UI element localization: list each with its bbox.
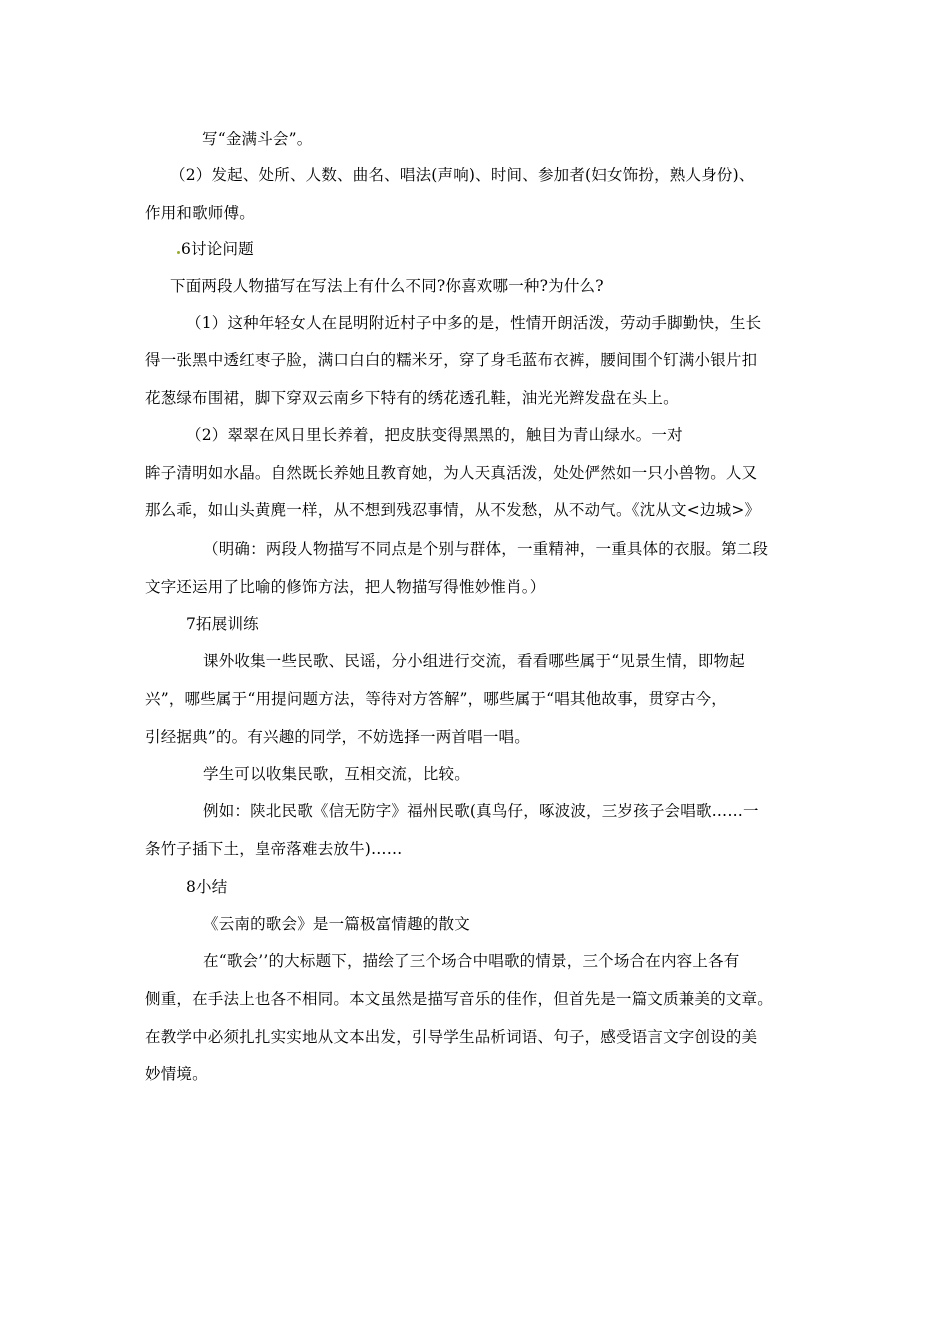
text-line-22: 《云南的歌会》是一篇极富情趣的散文 — [203, 915, 470, 933]
text-line-19: 例如：陕北民歌《信无防字》福州民歌(真鸟仔，啄波波，三岁孩子会唱歌……一 — [203, 802, 759, 820]
text-line-11: 那么乖，如山头黄麂一样，从不想到残忍事情，从不发愁，从不动气。《沈从文<边城>》 — [145, 501, 761, 519]
text-line-7: 得一张黑中透红枣子脸，满口白白的糯米牙，穿了身毛蓝布衣裤，腰间围个钉满小银片扣 — [145, 351, 758, 369]
text-line-26: 妙情境。 — [145, 1065, 208, 1083]
text-line-18: 学生可以收集民歌，互相交流，比较。 — [203, 765, 470, 783]
text-line-6: （1）这种年轻女人在昆明附近村子中多的是，性情开朗活泼，劳动手脚勤快，生长 — [186, 314, 762, 332]
text-line-1: 写“金满斗会”。 — [202, 130, 313, 148]
text-line-8: 花葱绿布围裙，脚下穿双云南乡下特有的绣花透孔鞋，油光光辫发盘在头上。 — [145, 389, 679, 407]
text-line-10: 眸子清明如水晶。自然既长养她且教育她，为人天真活泼，处处俨然如一只小兽物。人又 — [145, 464, 758, 482]
text-line-23: 在“歌会’’的大标题下，描绘了三个场合中唱歌的情景，三个场合在内容上各有 — [203, 952, 740, 970]
text-line-5: 下面两段人物描写在写法上有什么不同?你喜欢哪一种?为什么? — [170, 277, 604, 295]
text-line-17: 引经据典”的。有兴趣的同学，不妨选择一两首唱一唱。 — [145, 728, 530, 746]
section-heading-summary: 8小结 — [186, 878, 228, 896]
text-line-2: （2）发起、处所、人数、曲名、唱法(声响)、时间、参加者(妇女饰扮，熟人身份)、 — [170, 166, 755, 184]
section-heading-discussion — [176, 239, 254, 259]
text-line-12: （明确：两段人物描写不同点是个别与群体，一重精神，一重具体的衣服。第二段 — [203, 540, 769, 558]
text-line-24: 侧重，在手法上也各不相同。本文虽然是描写音乐的佳作，但首先是一篇文质兼美的文章。 — [145, 990, 774, 1008]
text-line-13: 文字还运用了比喻的修饰方法，把人物描写得惟妙惟肖。） — [145, 578, 546, 596]
margin-mark — [177, 251, 180, 254]
text-line-16: 兴”，哪些属于“用提问题方法，等待对方答解”，哪些属于“唱其他故事，贯穿古今， — [145, 690, 727, 708]
section-heading-extension: 7拓展训练 — [186, 615, 259, 633]
text-line-20: 条竹子插下土，皇帝落难去放牛)…… — [145, 840, 403, 858]
text-line-3: 作用和歌师傅。 — [145, 204, 255, 222]
text-line-15: 课外收集一些民歌、民谣，分小组进行交流，看看哪些属于“见景生情，即物起 — [203, 652, 745, 670]
section-heading-text: 6讨论问题 — [181, 240, 254, 258]
text-line-25: 在教学中必须扎扎实实地从文本出发，引导学生品析词语、句子，感受语言文字创设的美 — [145, 1028, 758, 1046]
text-line-9: （2）翠翠在风日里长养着，把皮肤变得黑黑的，触目为青山绿水。一对 — [186, 426, 683, 444]
